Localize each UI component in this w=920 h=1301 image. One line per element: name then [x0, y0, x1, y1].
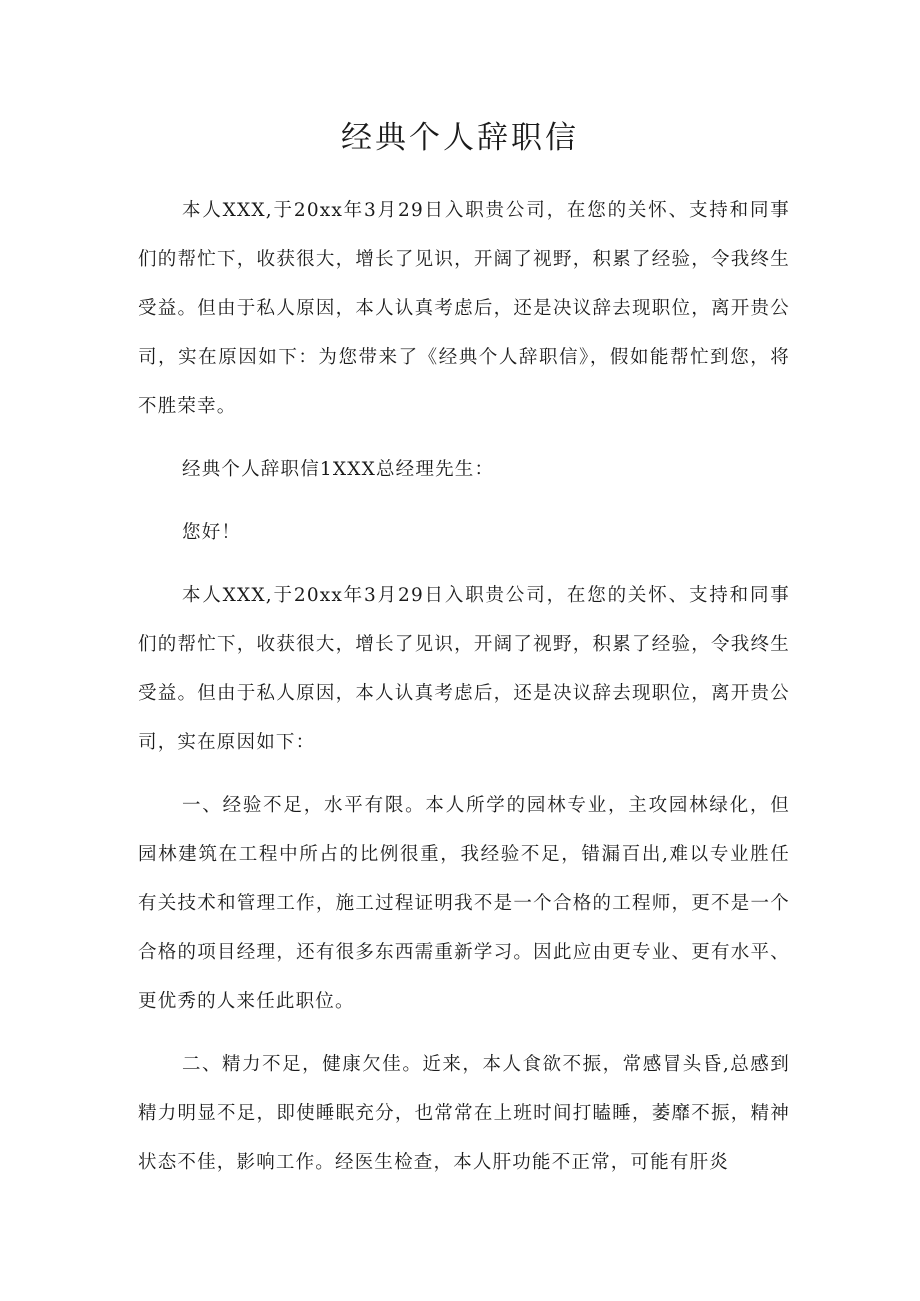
paragraph-intro: 本人XXX,于20xx年3月29日入职贵公司，在您的关怀、支持和同事们的帮忙下，收获很大，增长了见识，开阔了视野，积累了经验，令我终生受益。但由于私人原因，本人认真考虑后，还是决议辞去现职位，离开贵公司，实在原因如下：为您带来了《经典个人辞职信》，假如能帮忙到您，将不胜荣幸。	[138, 200, 790, 417]
paragraph-reason-one: 一、经验不足，水平有限。本人所学的园林专业，主攻园林绿化，但园林建筑在工程中所占的比例很重，我经验不足，错漏百出,难以专业胜任有关技术和管理工作，施工过程证明我不是一个合格的工程师，更不是一个合格的项目经理，还有很多东西需重新学习。因此应由更专业、更有水平、更优秀的人来任此职位。	[138, 795, 790, 1012]
paragraph-reason-intro: 本人XXX,于20xx年3月29日入职贵公司，在您的关怀、支持和同事们的帮忙下，收获很大，增长了见识，开阔了视野，积累了经验，令我终生受益。但由于私人原因，本人认真考虑后，还是决议辞去现职位，离开贵公司，实在原因如下：	[138, 585, 790, 753]
document-body	[138, 186, 790, 1201]
paragraph-reason-two: 二、精力不足，健康欠佳。近来，本人食欲不振，常感冒头昏,总感到精力明显不足，即使睡眠充分，也常常在上班时间打瞌睡，萎靡不振，精神状态不佳，影响工作。经医生检查，本人肝功能不正常，可能有肝炎	[138, 1054, 790, 1173]
paragraph-salutation: 经典个人辞职信1XXX总经理先生：	[182, 459, 495, 480]
document-title: 经典个人辞职信	[341, 120, 579, 156]
paragraph-greeting: 您好！	[182, 522, 242, 543]
